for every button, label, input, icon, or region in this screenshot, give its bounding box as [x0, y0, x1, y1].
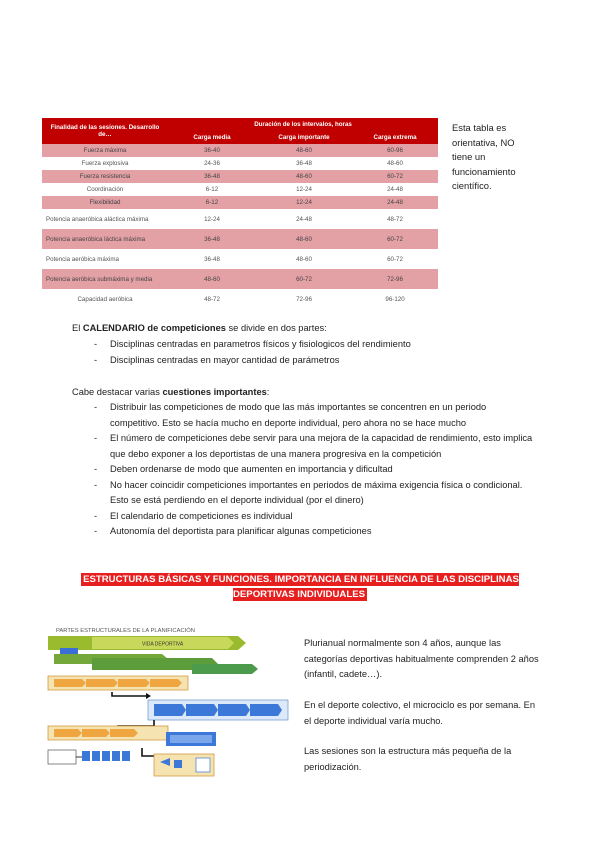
cuestiones-list — [94, 400, 534, 540]
microcycle-arrow — [82, 729, 110, 737]
session-box-inner — [170, 735, 212, 743]
arrow-head — [146, 693, 151, 699]
table-cell-value: 48-60 — [256, 144, 352, 157]
table-cell-purpose: Coordinación — [86, 186, 124, 193]
table-col-header: Carga extrema — [352, 130, 438, 144]
table-cell-value: 36-40 — [168, 144, 256, 157]
table-cell-value: 48-60 — [256, 229, 352, 249]
mesocycle-arrow — [154, 704, 186, 716]
table-cell-value: 12-24 — [204, 215, 220, 223]
table-cell-value: 60-96 — [352, 144, 438, 157]
table-cell-value: 60-72 — [352, 170, 438, 183]
table-row — [42, 144, 438, 157]
microcycle-arrow — [110, 729, 138, 737]
table-cell-value: 48-60 — [296, 255, 312, 263]
table-row — [42, 170, 438, 183]
table-row — [42, 157, 438, 170]
table-row — [42, 209, 438, 229]
table-row — [42, 196, 438, 209]
macrocycle-arrow — [86, 679, 118, 687]
table-cell-value: 72-96 — [296, 295, 312, 303]
list-item: - No hacer coincidir competiciones importantes en periodos de máxima exigencia física o condicional. Esto se está perdiendo en el deporte individual (por el dinero) — [94, 478, 534, 509]
table-cell-value: 6-12 — [168, 196, 256, 209]
chain-block — [82, 751, 90, 761]
chain-block — [92, 751, 100, 761]
table-cell-value: 24-48 — [387, 186, 403, 193]
calendar-intro: El CALENDARIO de competiciones se divide en dos partes: — [72, 323, 327, 333]
planning-structure-diagram — [42, 622, 290, 782]
paragraph: En el deporte colectivo, el microciclo es por semana. En el deporte individual varía mucho. — [304, 700, 535, 726]
table-cell-purpose: Potencia anaeróbica aláctica máxima — [46, 215, 149, 223]
table-cell-value: 72-96 — [352, 269, 438, 289]
table-cell-purpose: Fuerza resistencia — [42, 170, 168, 183]
mesocycle-arrow — [218, 704, 250, 716]
exercise-shape — [174, 760, 182, 768]
table-cell-purpose: Fuerza explosiva — [81, 160, 129, 167]
table-cell-purpose: Potencia anaeróbica láctica máxima — [42, 229, 168, 249]
table-cell-value: 48-72 — [387, 215, 403, 223]
vida-deportiva-label: VIDA DEPORTIVA — [142, 641, 184, 648]
table-cell-purpose: Potencia aeróbica submáxima y media — [42, 269, 168, 289]
chain-block — [122, 751, 130, 761]
chain-block — [112, 751, 120, 761]
table-cell-value: 36-48 — [168, 170, 256, 183]
list-item: - Distribuir las competiciones de modo que las más importantes se concentren en un periodo competitivo. Esto se hacía mucho en deporte individual, pero ahora no se hace mucho — [94, 400, 534, 431]
table-cell-value: 36-48 — [296, 160, 312, 167]
list-item: - Disciplinas centradas en mayor cantidad de parámetros — [94, 353, 534, 369]
paragraph: Las sesiones son la estructura más pequeña de la periodización. — [304, 746, 512, 772]
table-cell-value: 12-24 — [296, 186, 312, 193]
cuestiones-intro: Cabe destacar varias cuestiones importantes: — [72, 387, 270, 397]
table-cell-value: 36-48 — [204, 255, 220, 263]
list-item: - Autonomía del deportista para planificar algunas competiciones — [94, 524, 534, 540]
recovery-table — [42, 118, 438, 309]
paragraph: Plurianual normalmente son 4 años, aunque las categorías deportivas habitualmente comprenden 2 años (infantil, cadete…). — [304, 638, 539, 679]
table-row — [42, 289, 438, 309]
exercise-detail-box — [196, 758, 210, 772]
connector-arrow — [112, 692, 146, 696]
table-col-header: Carga media — [168, 130, 256, 144]
list-item: - Deben ordenarse de modo que aumenten en importancia y dificultad — [94, 462, 534, 478]
table-cell-value: 36-48 — [168, 229, 256, 249]
macrocycle-arrow — [118, 679, 150, 687]
connector-arrow — [142, 748, 154, 756]
chain-block — [102, 751, 110, 761]
table-cell-purpose: Fuerza máxima — [42, 144, 168, 157]
table-cell-value: 60-72 — [256, 269, 352, 289]
chain-label-box — [48, 750, 76, 764]
table-cell-purpose: Capacidad aeróbica — [77, 295, 133, 303]
table-row — [42, 269, 438, 289]
table-cell-value: 12-24 — [256, 196, 352, 209]
table-cell-value: 24-36 — [204, 160, 220, 167]
green-arrow-3 — [192, 664, 258, 674]
table-cell-value: 24-48 — [352, 196, 438, 209]
table-row — [42, 229, 438, 249]
table-cell-value: 48-60 — [387, 160, 403, 167]
table-cell-value: 24-48 — [296, 215, 312, 223]
microcycle-arrow — [54, 729, 82, 737]
calendar-list — [94, 337, 534, 368]
mesocycle-arrow — [186, 704, 218, 716]
list-item: - Disciplinas centradas en parametros físicos y fisiologicos del rendimiento — [94, 337, 534, 353]
table-header-purpose: Finalidad de las sesiones. Desarrollo de… — [42, 118, 168, 144]
table-row — [42, 183, 438, 196]
table-cell-value: 48-60 — [256, 170, 352, 183]
table-cell-value: 96-120 — [385, 295, 405, 303]
list-item: - El calendario de competiciones es individual — [94, 509, 534, 525]
table-cell-purpose: Potencia aeróbica máxima — [46, 255, 119, 263]
table-cell-purpose: Flexibilidad — [42, 196, 168, 209]
table-side-note: Esta tabla es orientativa, NO tiene un funcionamiento científico. — [452, 122, 516, 191]
macrocycle-arrow — [150, 679, 182, 687]
table-row — [42, 249, 438, 269]
list-item: - El número de competiciones debe servir para una mejora de la capacidad de rendimiento, esto implica que debo exponer a los deportistas de una manera progresiva en la competición — [94, 431, 534, 462]
table-cell-value: 60-72 — [352, 229, 438, 249]
diagram-title: PARTES ESTRUCTURALES DE LA PLANIFICACIÓN — [56, 628, 195, 634]
table-col-header: Carga importante — [256, 130, 352, 144]
table-cell-value: 48-72 — [204, 295, 220, 303]
table-cell-value: 6-12 — [205, 186, 219, 193]
mesocycle-arrow — [250, 704, 282, 716]
table-header-group: Duración de los intervalos, horas — [168, 118, 438, 130]
macrocycle-arrow — [54, 679, 86, 687]
section-title: ESTRUCTURAS BÁSICAS Y FUNCIONES. IMPORTANCIA EN INFLUENCIA DE LAS DISCIPLINAS DEPORTIVAS INDIVIDUALES — [83, 574, 519, 600]
table-cell-value: 48-60 — [168, 269, 256, 289]
table-cell-value: 60-72 — [387, 255, 403, 263]
